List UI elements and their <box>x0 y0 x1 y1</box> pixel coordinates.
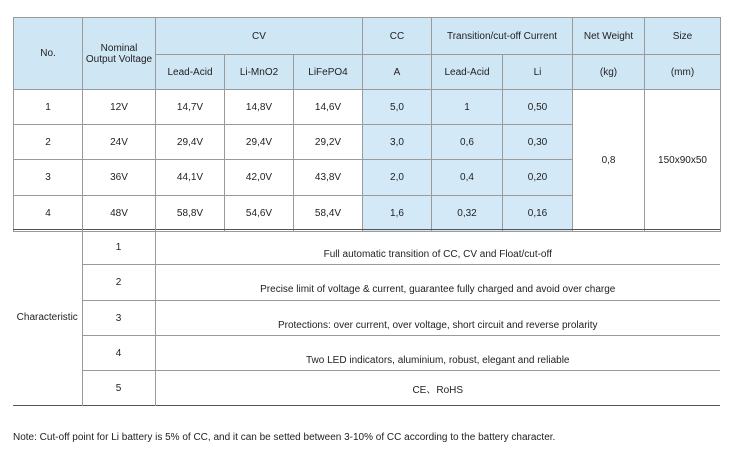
header-transition: Transition/cut-off Current <box>432 18 573 55</box>
footnote: Note: Cut-off point for Li battery is 5% of CC, and it can be setted between 3-10% of CC according to the battery character. <box>13 432 556 443</box>
row-cv-lifepo4: 29,2V <box>294 125 363 160</box>
header-cv-limno2: Li-MnO2 <box>225 55 294 90</box>
characteristic-row <box>13 371 720 406</box>
header-cc: CC <box>363 18 432 55</box>
characteristic-row <box>13 230 720 265</box>
size-value: 150x90x50 <box>645 90 721 232</box>
row-cv-lifepo4: 14,6V <box>294 90 363 125</box>
header-nominal <box>83 18 156 90</box>
row-no: 2 <box>14 125 83 160</box>
row-cc: 1,6 <box>363 196 432 232</box>
header-size-unit: (mm) <box>645 55 721 90</box>
characteristic-no: 1 <box>82 230 155 265</box>
row-cv-lead-acid: 44,1V <box>156 160 225 196</box>
characteristic-text: Two LED indicators, aluminium, robust, elegant and reliable <box>155 336 720 371</box>
row-tr-lead-acid: 0,32 <box>432 196 503 232</box>
characteristic-text: Protections: over current, over voltage, short circuit and reverse prolarity <box>155 301 720 336</box>
row-no: 3 <box>14 160 83 196</box>
header-cc-unit: A <box>363 55 432 90</box>
row-cv-limno2: 29,4V <box>225 125 294 160</box>
row-cv-lead-acid: 29,4V <box>156 125 225 160</box>
row-cv-lead-acid: 58,8V <box>156 196 225 232</box>
table-row <box>14 90 721 125</box>
characteristic-no: 3 <box>82 301 155 336</box>
header-tr-li: Li <box>503 55 573 90</box>
characteristic-no: 2 <box>82 265 155 301</box>
characteristic-label: Characteristic <box>13 230 82 406</box>
row-tr-li: 0,50 <box>503 90 573 125</box>
characteristic-text: Full automatic transition of CC, CV and Float/cut-off <box>155 230 720 265</box>
row-tr-li: 0,30 <box>503 125 573 160</box>
row-voltage: 12V <box>83 90 156 125</box>
row-tr-lead-acid: 1 <box>432 90 503 125</box>
header-tr-lead-acid: Lead-Acid <box>432 55 503 90</box>
characteristic-text: Precise limit of voltage & current, guarantee fully charged and avoid over charge <box>155 265 720 301</box>
row-cc: 3,0 <box>363 125 432 160</box>
characteristic-text: CE、RoHS <box>412 384 464 396</box>
header-size: Size <box>645 18 721 55</box>
row-cv-limno2: 14,8V <box>225 90 294 125</box>
row-cv-limno2: 42,0V <box>225 160 294 196</box>
characteristic-row <box>13 336 720 371</box>
header-cv: CV <box>156 18 363 55</box>
header-weight-unit: (kg) <box>573 55 645 90</box>
row-no: 1 <box>14 90 83 125</box>
row-voltage: 24V <box>83 125 156 160</box>
row-tr-lead-acid: 0,4 <box>432 160 503 196</box>
row-voltage: 36V <box>83 160 156 196</box>
row-cc: 2,0 <box>363 160 432 196</box>
row-tr-li: 0,20 <box>503 160 573 196</box>
spec-table <box>13 17 721 232</box>
characteristic-row <box>13 265 720 301</box>
header-nominal-line1: Nominal <box>100 42 138 54</box>
header-cv-lifepo4: LiFePO4 <box>294 55 363 90</box>
row-no: 4 <box>14 196 83 232</box>
row-cv-lifepo4: 43,8V <box>294 160 363 196</box>
header-cv-lead-acid: Lead-Acid <box>156 55 225 90</box>
row-cv-lead-acid: 14,7V <box>156 90 225 125</box>
row-cv-limno2: 54,6V <box>225 196 294 232</box>
characteristic-table <box>13 229 720 406</box>
header-row-1 <box>14 18 721 55</box>
row-tr-li: 0,16 <box>503 196 573 232</box>
row-voltage: 48V <box>83 196 156 232</box>
row-cc: 5,0 <box>363 90 432 125</box>
header-nominal-line2: Output Voltage <box>85 53 153 65</box>
row-cv-lifepo4: 58,4V <box>294 196 363 232</box>
characteristic-row <box>13 301 720 336</box>
header-no: No. <box>14 18 83 90</box>
characteristic-no: 4 <box>82 336 155 371</box>
characteristic-no: 5 <box>82 371 155 406</box>
header-net-weight: Net Weight <box>573 18 645 55</box>
net-weight-value: 0,8 <box>573 90 645 232</box>
row-tr-lead-acid: 0,6 <box>432 125 503 160</box>
